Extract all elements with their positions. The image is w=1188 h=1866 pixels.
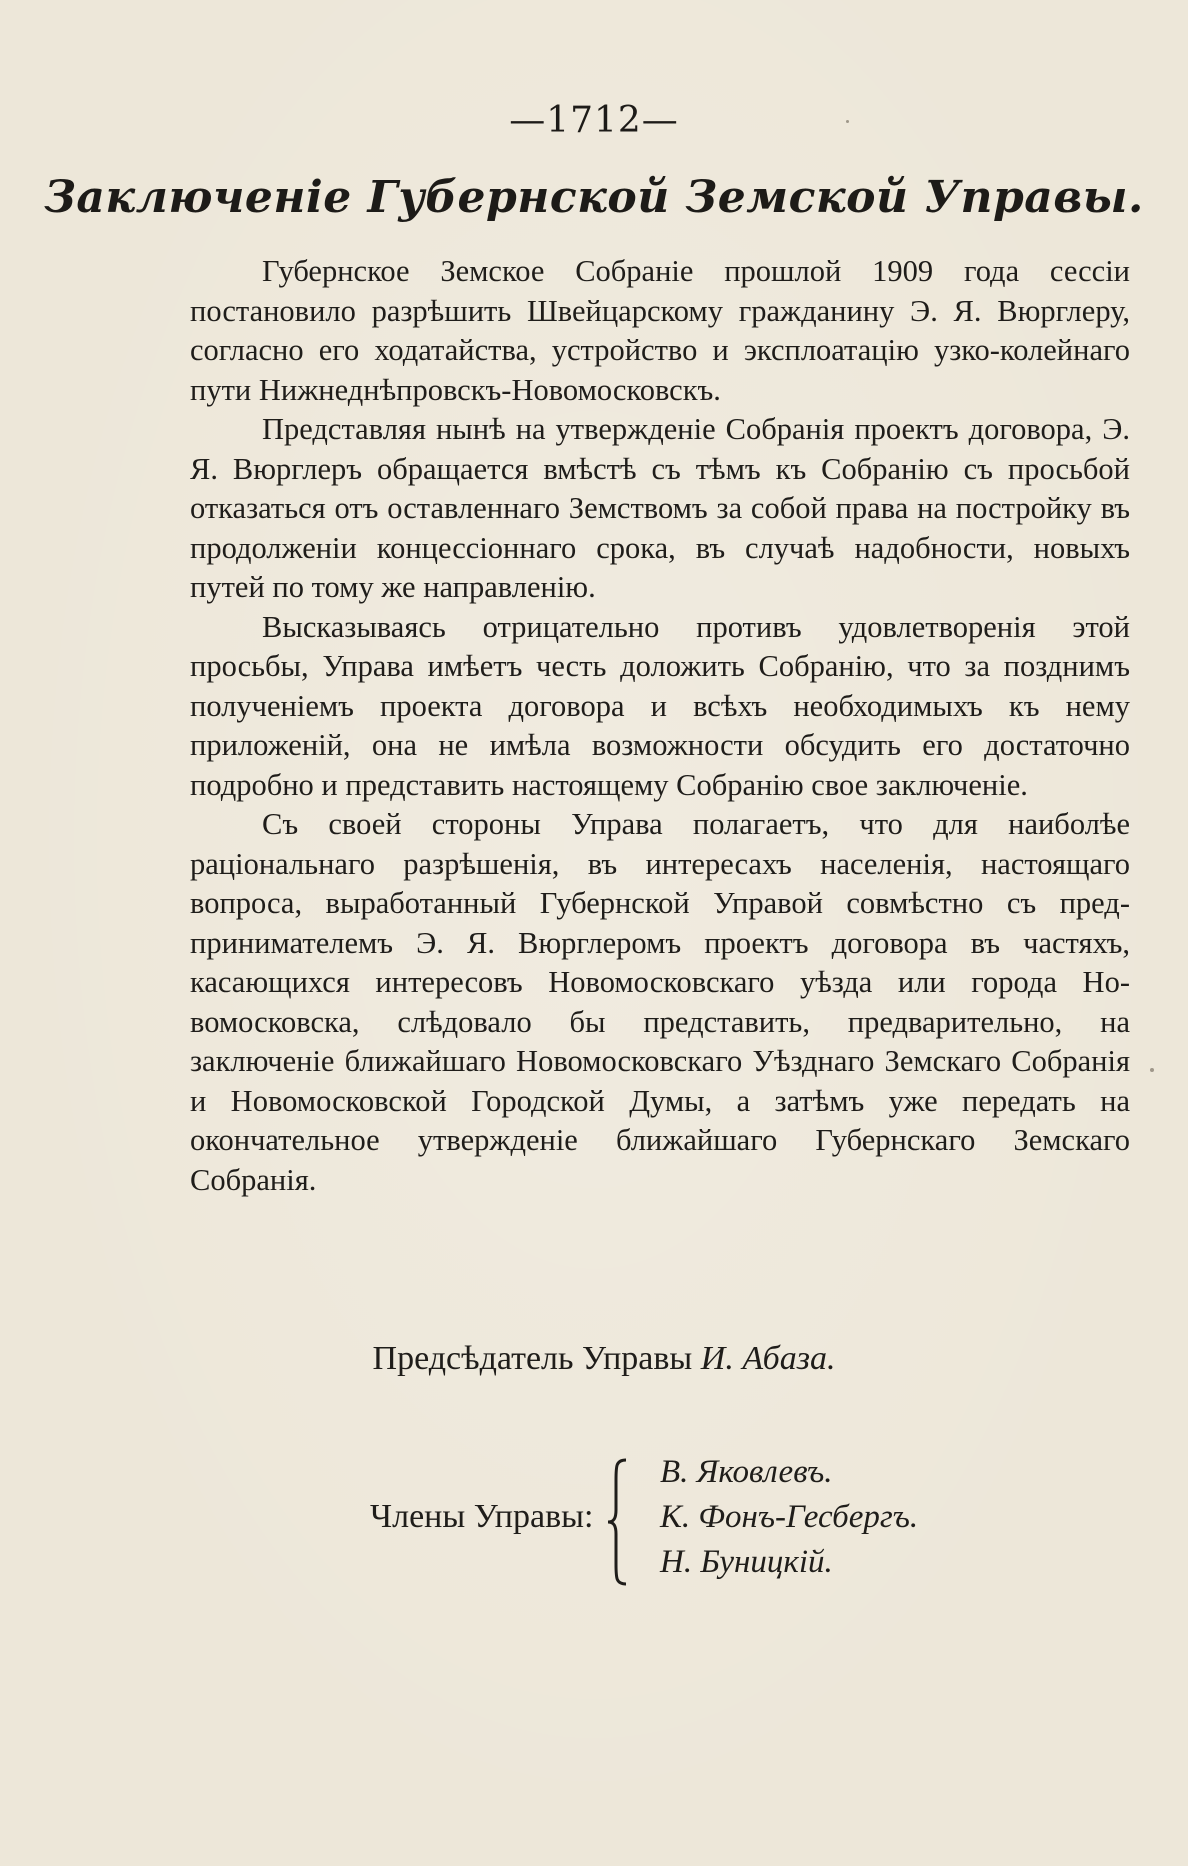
chairman-label: Предсѣдатель Управы (372, 1340, 693, 1377)
members-label: Члены Управы: (370, 1498, 594, 1535)
paragraph-4: Съ своей стороны Управа полагаетъ, что для наиболѣе раціональнаго разрѣшенія, въ интересахъ населенія, настоящаго вопроса, выработанный Губернской Управой совмѣстно съ предпринимателемъ Э. Я. Вюрглеромъ проектъ договора въ частяхъ, касающихся интересовъ Новомосковскаго уѣзда или города Новомосковска, слѣдовало бы представить, предварительно, на заключеніе ближайшаго Новомосковскаго Уѣзднаго Земскаго Собранія и Новомосковской Городской Думы, а затѣмъ уже передать на окончательное утвержденіе ближайшаго Губернскаго Земскаго Собранія. (190, 807, 1130, 1197)
paragraph-1: Губернское Земское Собраніе прошлой 1909 года сессіи постановило разрѣшить Швейцарскому гражданину Э. Я. Вюрглеру, согласно его ходатайства, устройство и эксплоатацію узко-колейнаго пути Нижнеднѣпровскъ-Новомосковскъ. (190, 254, 1130, 407)
paragraph-3: Высказываясь отрицательно противъ удовлетворенія этой просьбы, Управа имѣетъ честь доложить Собранію, что за позднимъ полученіемъ проекта договора и всѣхъ необходимыхъ къ нему приложеній, она не имѣла возможности обсудить его достаточно подробно и представить настоящему Собранію свое заключеніе. (190, 609, 1130, 802)
paragraph-2: Представляя нынѣ на утвержденіе Собранія проектъ договора, Э. Я. Вюрглеръ обращается вмѣстѣ съ тѣмъ къ Собранію съ просьбой отказаться отъ оставленнаго Земствомъ за собой права на постройку въ продолженіи концессіоннаго срока, въ случаѣ надобности, новыхъ путей по тому же направленію. (190, 412, 1130, 604)
chairman-signature (0, 1340, 1188, 1378)
curly-brace-icon (606, 1456, 630, 1588)
paper-speck (1150, 1068, 1154, 1072)
members-list (660, 1450, 918, 1585)
member-name: Н. Буницкій. (660, 1544, 833, 1580)
page-number: —1712— (509, 100, 679, 141)
member-name: В. Яковлевъ. (660, 1454, 833, 1490)
chairman-name: И. Абаза. (700, 1340, 836, 1377)
page-title: Заключеніе Губернской Земской Управы. (44, 172, 1144, 223)
body-text (190, 252, 1130, 1200)
members-signature-block (370, 1456, 990, 1596)
member-name: К. Фонъ-Гесбергъ. (660, 1499, 919, 1535)
paper-speck (846, 120, 849, 123)
